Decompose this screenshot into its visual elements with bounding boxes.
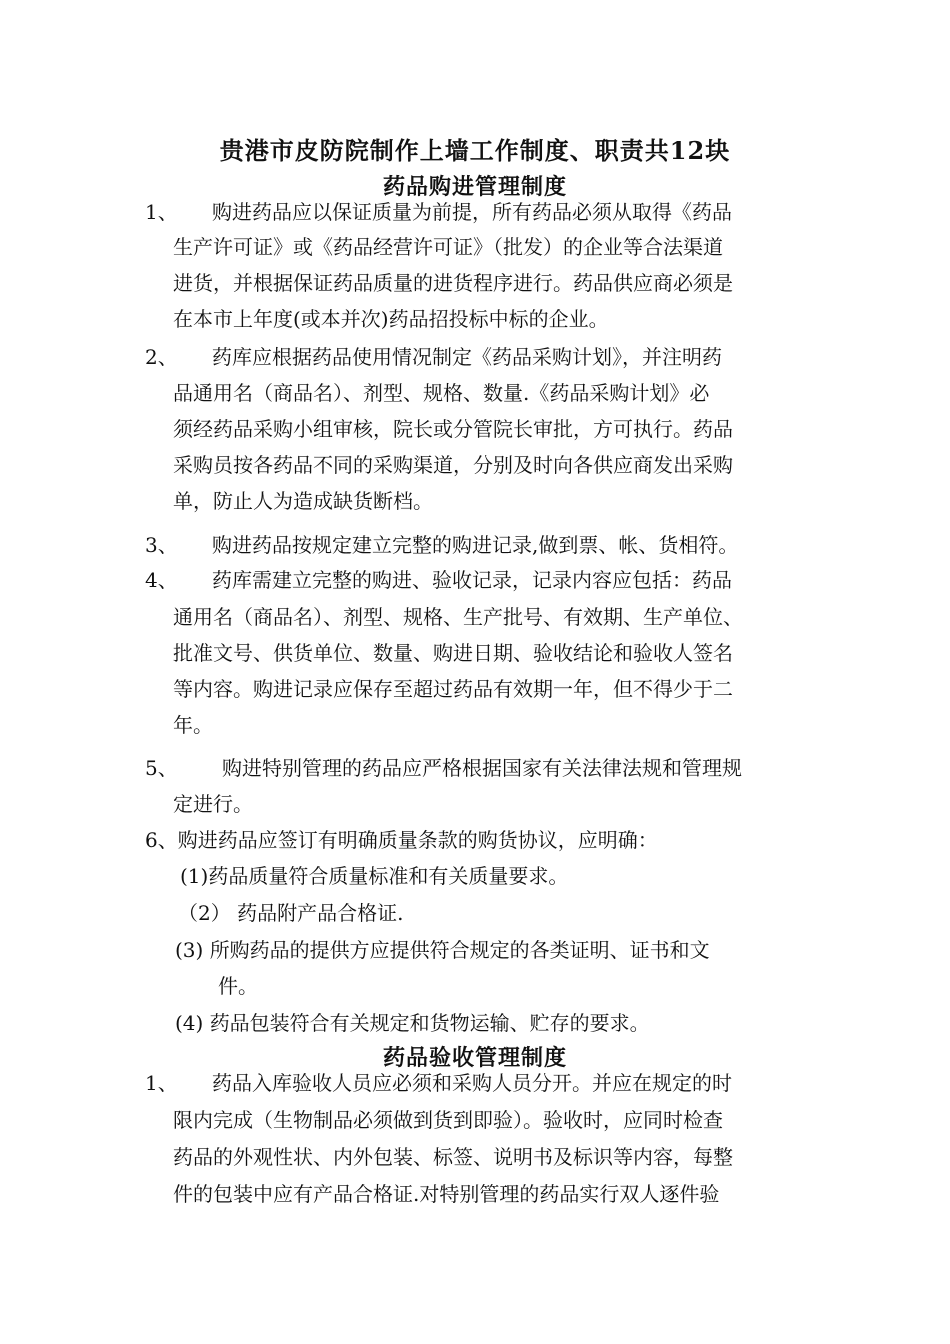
item-text-line: 药库应根据药品使用情况制定《药品采购计划》，并注明药: [212, 345, 722, 369]
subitem-line: (1)药品质量符合质量标准和有关质量要求。: [180, 864, 569, 888]
item-text-line: 药品的外观性状、内外包装、标签、说明书及标识等内容，每整: [173, 1145, 733, 1169]
item-number: 1、: [145, 1071, 178, 1095]
item-text-line: 件的包装中应有产品合格证.对特别管理的药品实行双人逐件验: [173, 1182, 720, 1206]
item-text-line: 在本市上年度(或本并次)药品招投标中标的企业。: [173, 307, 609, 331]
item-text-line: 等内容。购进记录应保存至超过药品有效期一年，但不得少于二: [173, 677, 733, 701]
section-heading-acceptance: 药品验收管理制度: [382, 1045, 567, 1071]
item-text-line: 通用名（商品名）、剂型、规格、生产批号、有效期、生产单位、: [173, 605, 743, 629]
item-text-line: 生产许可证》或《药品经营许可证》（批发）的企业等合法渠道: [173, 235, 723, 259]
item-number: 1、: [145, 200, 178, 224]
item-text-line: 进货，并根据保证药品质量的进货程序进行。药品供应商必须是: [173, 271, 733, 295]
item-text-line: 年。: [173, 713, 213, 737]
subitem-line: (4) 药品包装符合有关规定和货物运输、贮存的要求。: [175, 1011, 650, 1035]
item-text-line: 定进行。: [173, 792, 253, 816]
item-text-line: 单，防止人为造成缺货断档。: [173, 489, 433, 513]
item-text-line: 6、购进药品应签订有明确质量条款的购货协议，应明确：: [145, 828, 658, 852]
section-heading-purchase: 药品购进管理制度: [382, 174, 567, 200]
item-number: 5、: [145, 756, 178, 780]
item-text-line: 购进药品应以保证质量为前提，所有药品必须从取得《药品: [212, 200, 732, 224]
item-text-line: 药库需建立完整的购进、验收记录，记录内容应包括：药品: [212, 568, 732, 592]
item-text-line: 限内完成（生物制品必须做到货到即验）。验收时，应同时检查: [173, 1108, 723, 1132]
item-number: 3、: [145, 533, 178, 557]
subitem-line: （2） 药品附产品合格证.: [178, 901, 404, 925]
item-text-line: 须经药品采购小组审核，院长或分管院长审批，方可执行。药品: [173, 417, 733, 441]
item-text-line: 品通用名（商品名）、剂型、规格、数量.《药品采购计划》必: [173, 381, 710, 405]
item-text-line: 购进药品按规定建立完整的购进记录,做到票、帐、货相符。: [212, 533, 739, 557]
item-text-line: 药品入库验收人员应必须和采购人员分开。并应在规定的时: [212, 1071, 732, 1095]
item-text-line: 采购员按各药品不同的采购渠道，分别及时向各供应商发出采购: [173, 453, 733, 477]
subitem-line: 件。: [218, 974, 258, 998]
document-title: 贵港市皮防院制作上墙工作制度、职责共12块: [219, 136, 731, 165]
item-number: 4、: [145, 568, 178, 592]
subitem-line: (3) 所购药品的提供方应提供符合规定的各类证明、证书和文: [175, 938, 710, 962]
item-text-line: 购进特别管理的药品应严格根据国家有关法律法规和管理规: [222, 756, 742, 780]
item-number: 2、: [145, 345, 178, 369]
item-text-line: 批准文号、供货单位、数量、购进日期、验收结论和验收人签名: [173, 641, 733, 665]
